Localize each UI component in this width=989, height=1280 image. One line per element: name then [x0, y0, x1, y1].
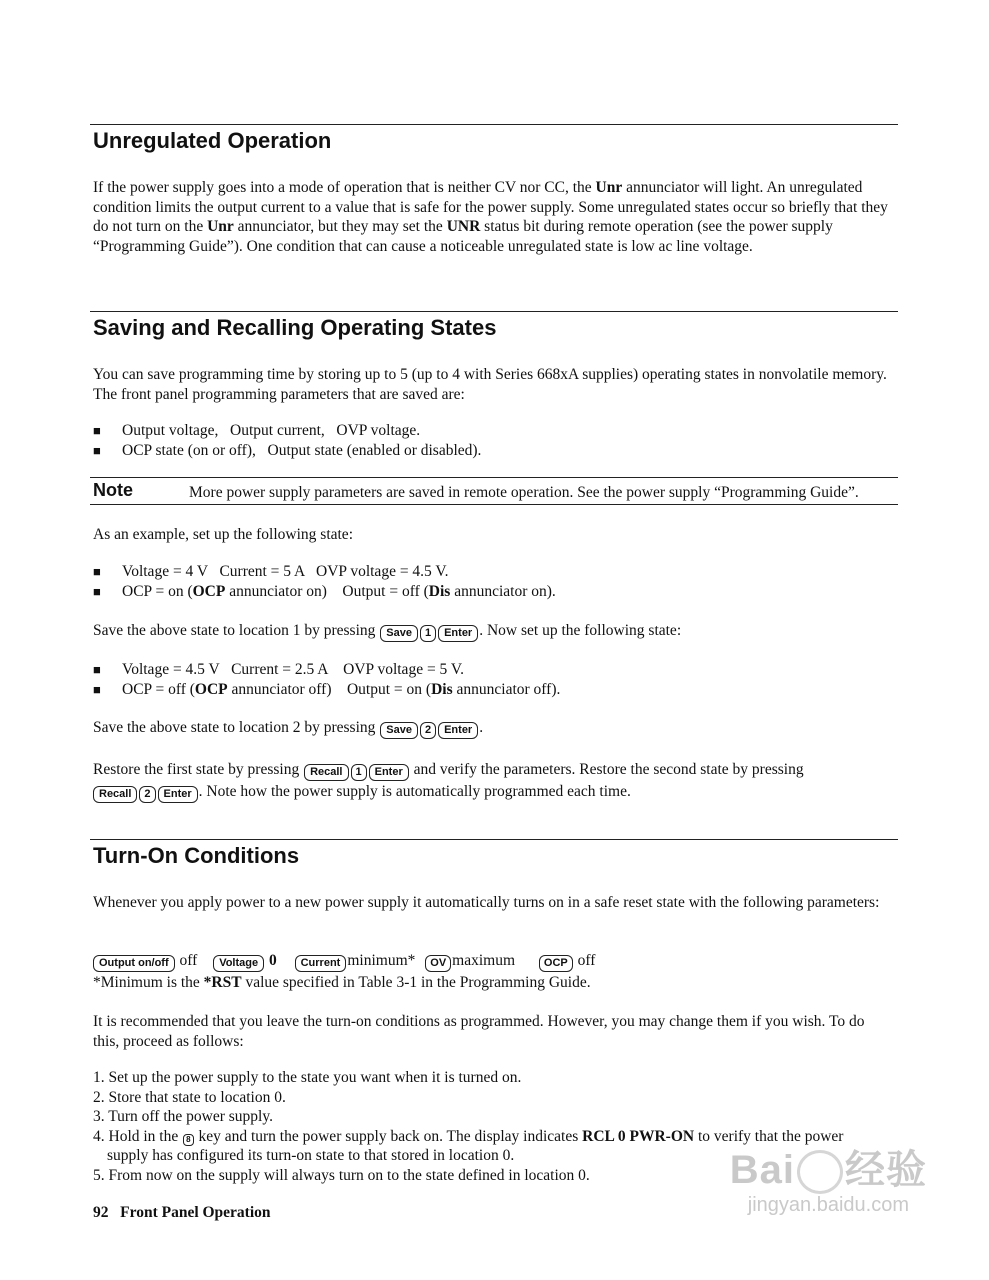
list-item: ■ OCP = off (OCP annunciator off) Output = on (Dis annunciator off). — [93, 680, 561, 698]
paragraph-turnon-intro: Whenever you apply power to a new power supply it automatically turns on in a safe reset state with the following parameters: — [93, 894, 880, 911]
heading-turnon: Turn-On Conditions — [93, 843, 300, 868]
bullet-square-icon: ■ — [93, 442, 101, 458]
recall-key-icon: Recall — [93, 786, 137, 803]
enter-key-icon: Enter — [438, 625, 478, 642]
list-item: 4. Hold in the 8 key and turn the power supply back on. The display indicates RCL 0 PWR-ON to verify that the power — [93, 1127, 844, 1145]
note-rule-bottom — [90, 504, 898, 505]
paragraph-unregulated: If the power supply goes into a mode of operation that is neither CV nor CC, the Unr annunciator will light. An unregulated condition limits the output current to a value that is safe for the power supply. Some unregulated states occur so briefly that they do not turn on the Unr annunciator, but they may set the UNR status bit during remote operation (see the power supply “Programming Guide”). One condition that can cause a noticeable unregulated state is low ac line voltage. — [93, 179, 888, 255]
paragraph-save1: Save the above state to location 1 by pressing Save 1 Enter . Now set up the following state: — [93, 621, 888, 642]
section-rule — [90, 311, 898, 312]
output-onoff-key-icon: Output on/off — [93, 955, 175, 972]
param-value: minimum* — [347, 952, 416, 969]
ov-key-icon: OV — [425, 955, 451, 972]
heading-unregulated: Unregulated Operation — [93, 128, 332, 153]
list-item: 2. Store that state to location 0. — [93, 1088, 286, 1106]
footnote-rst: *Minimum is the *RST value specified in Table 3-1 in the Programming Guide. — [93, 974, 591, 991]
list-item-continued: supply has configured its turn-on state to that stored in location 0. — [107, 1147, 515, 1164]
enter-key-icon: Enter — [438, 722, 478, 739]
digit-2-key-icon: 2 — [420, 722, 436, 739]
digit-2-key-icon: 2 — [139, 786, 155, 803]
param-value: maximum — [452, 952, 516, 969]
list-item: 5. From now on the supply will always turn on to the state defined in location 0. — [93, 1166, 590, 1184]
list-item: 1. Set up the power supply to the state you want when it is turned on. — [93, 1069, 522, 1086]
bullet-square-icon: ■ — [93, 662, 101, 677]
page-footer: 92 Front Panel Operation — [93, 1204, 271, 1221]
list-item: ■ Output voltage, Output current, OVP voltage. — [93, 422, 421, 439]
digit-1-key-icon: 1 — [351, 764, 367, 781]
bullet-square-icon: ■ — [93, 583, 101, 599]
bullet-list-saved-params — [93, 421, 481, 460]
section-rule — [90, 839, 898, 840]
paragraph-restore: Restore the first state by pressing Recall 1 Enter and verify the parameters. Restore the second state by pressing Recall 2 Enter . Note how the power supply is automatically programmed each time. — [93, 759, 888, 803]
param-value: off — [577, 952, 596, 969]
current-key-icon: Current — [295, 955, 347, 972]
section-rule — [90, 124, 898, 125]
save-key-icon: Save — [380, 722, 418, 739]
turnon-parameters — [93, 951, 888, 972]
param-value: 0 — [268, 952, 277, 969]
baidu-watermark: Bai 经验 jingyan.baidu.com — [729, 1148, 927, 1217]
note-rule-top — [90, 477, 898, 478]
paragraph-save2: Save the above state to location 2 by pressing Save 2 Enter . — [93, 718, 888, 739]
paw-logo-icon — [797, 1150, 843, 1194]
note-label: Note — [93, 480, 133, 500]
save-key-icon: Save — [380, 625, 418, 642]
digit-1-key-icon: 1 — [420, 625, 436, 642]
list-item: ■ OCP = on (OCP annunciator on) Output = off (Dis annunciator on). — [93, 582, 556, 600]
param-value: off — [179, 952, 198, 969]
list-item: 3. Turn off the power supply. — [93, 1108, 273, 1125]
list-item: ■ OCP state (on or off), Output state (enabled or disabled). — [93, 441, 482, 459]
recall-key-icon: Recall — [304, 764, 348, 781]
bullet-list-state1 — [93, 562, 556, 601]
voltage-key-icon: Voltage — [213, 955, 264, 972]
paragraph-saving-intro: You can save programming time by storing up to 5 (up to 4 with Series 668xA supplies) operating states in nonvolatile memory. The front panel programming parameters that are saved are: — [93, 366, 887, 403]
enter-key-icon: Enter — [369, 764, 409, 781]
paragraph-example-intro: As an example, set up the following state: — [93, 526, 353, 543]
paragraph-recommend: It is recommended that you leave the turn-on conditions as programmed. However, you may change them if you wish. To do this, proceed as follows: — [93, 1013, 865, 1050]
bullet-square-icon: ■ — [93, 681, 101, 697]
list-item: ■ Voltage = 4 V Current = 5 A OVP voltage = 4.5 V. — [93, 563, 449, 580]
bullet-list-state2 — [93, 660, 560, 699]
ocp-key-icon: OCP — [539, 955, 573, 972]
list-item: ■ Voltage = 4.5 V Current = 2.5 A OVP voltage = 5 V. — [93, 661, 464, 678]
note-text: More power supply parameters are saved in remote operation. See the power supply “Programming Guide”. — [189, 484, 859, 501]
heading-saving: Saving and Recalling Operating States — [93, 315, 497, 340]
bullet-square-icon: ■ — [93, 564, 101, 579]
enter-key-icon: Enter — [158, 786, 198, 803]
digit-8-key-icon: 8 — [183, 1134, 193, 1146]
bullet-square-icon: ■ — [93, 423, 101, 438]
